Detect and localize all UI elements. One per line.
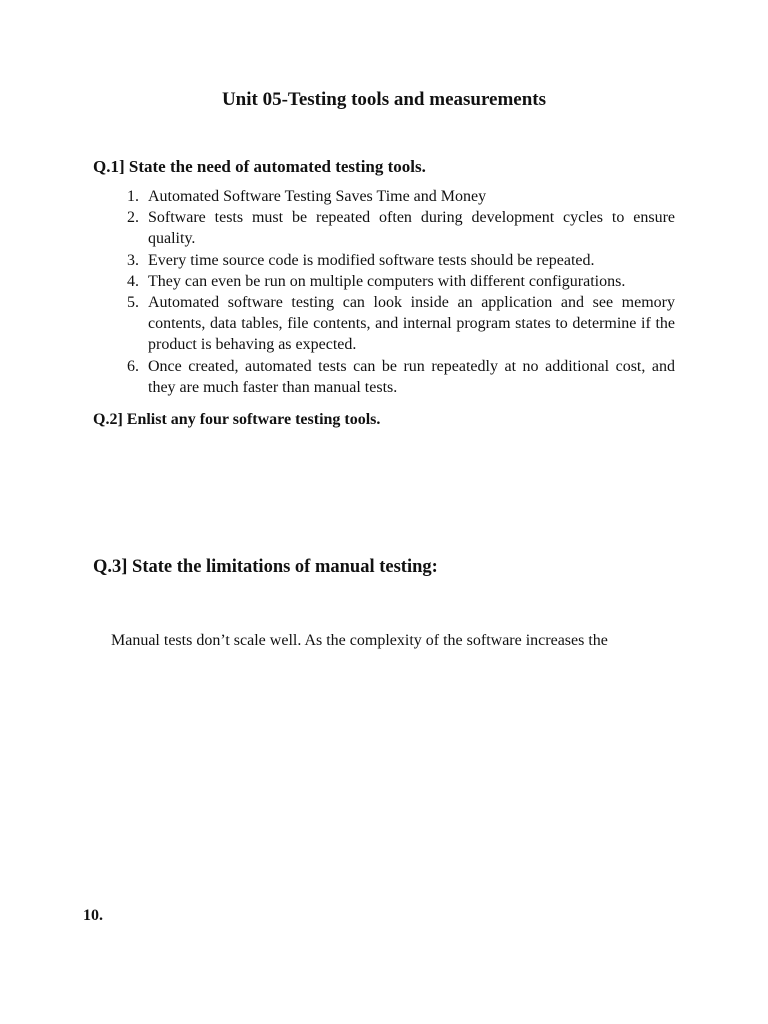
list-item-number: 2.	[127, 209, 139, 227]
list-item-number: 1.	[127, 188, 139, 205]
list-item-number: 3.	[127, 251, 139, 269]
list-item-text: Every time source code is modified software tests should be repeated.	[148, 251, 595, 269]
page-title: Unit 05-Testing tools and measurements	[221, 89, 547, 110]
list-item-number: 4.	[127, 272, 139, 290]
list-item	[93, 250, 675, 271]
list-item-text: They can even be run on multiple computers with different configurations.	[148, 272, 626, 290]
list-item	[93, 207, 675, 249]
question-3-heading: Q.3] State the limitations of manual testing:	[93, 557, 438, 577]
question-1-heading: Q.1] State the need of automated testing tools.	[93, 157, 426, 176]
question-3-paragraph: Manual tests don’t scale well. As the complexity of the software increases the	[111, 632, 608, 649]
list-item	[93, 271, 675, 292]
question-1-answer-list	[93, 186, 675, 398]
question-2-heading: Q.2] Enlist any four software testing tools.	[93, 411, 381, 428]
page-number: 10.	[83, 907, 103, 924]
list-item	[93, 292, 675, 356]
list-item-text: Software tests must be repeated often during development cycles to ensure quality.	[148, 209, 675, 248]
list-item	[93, 186, 675, 207]
list-item-text: Automated Software Testing Saves Time and Money	[148, 188, 487, 205]
list-item	[93, 356, 675, 398]
list-item-text: Automated software testing can look inside an application and see memory contents, data tables, file contents, and internal program states to determine if the product is behaving as expected.	[148, 294, 675, 354]
list-item-text: Once created, automated tests can be run repeatedly at no additional cost, and they are much faster than manual tests.	[148, 357, 675, 396]
list-item-number: 5.	[127, 294, 139, 312]
list-item-number: 6.	[127, 357, 139, 375]
